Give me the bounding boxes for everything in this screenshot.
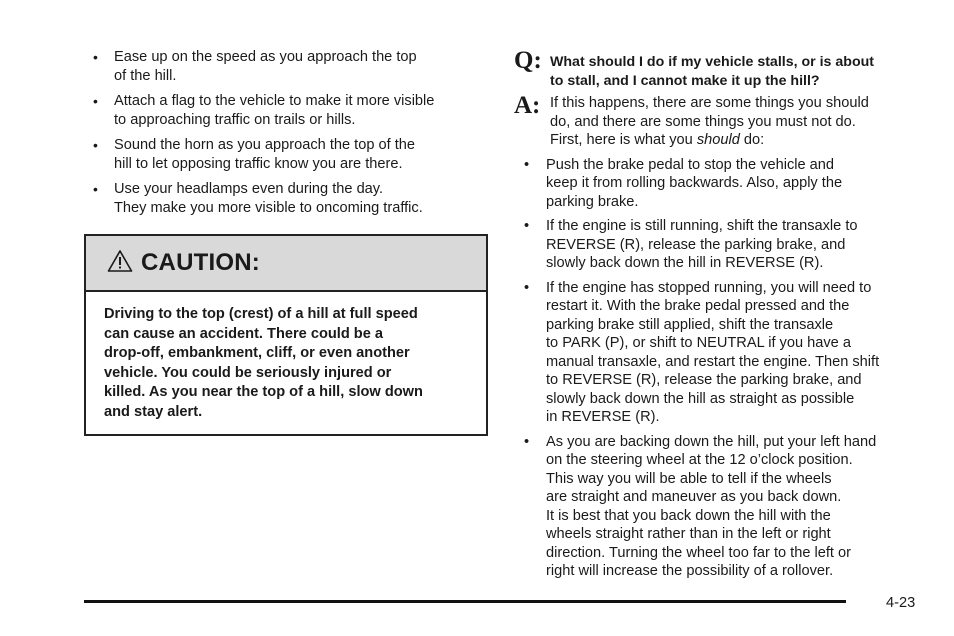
- warning-triangle-icon: [107, 249, 133, 273]
- caution-header: [86, 236, 486, 292]
- question-mark-label: Q:: [514, 47, 542, 74]
- bullet-item: • If the engine has stopped running, you will need to restart it. With the brake pedal pressed and the parking brake still applied, shift the transaxle to PARK (P), or shift to NEUTRAL if you have a manual transaxle, and restart the engine. Then shift to REVERSE (R), release the parking brake, and slowly back down the hill as straight as possible in REVERSE (R).: [524, 279, 880, 425]
- emphasis-should: should: [696, 132, 740, 148]
- bullet-item: • Use your headlamps even during the day. They make you more visible to oncoming traffic.: [93, 181, 423, 216]
- bullet-item: • If the engine is still running, shift the transaxle to REVERSE (R), release the parking brake, and slowly back down the hill in REVERSE (R).: [524, 218, 858, 271]
- question-text: What should I do if my vehicle stalls, or is about to stall, and I cannot make it up the hill?: [550, 54, 874, 89]
- bullet-icon: •: [93, 137, 98, 153]
- bullet-icon: •: [93, 93, 98, 109]
- caution-text: Driving to the top (crest) of a hill at full speed can cause an accident. There could be a drop-off, embankment, cliff, or even another vehicle. You could be seriously injured or killed. As you near the top of a hill, slow down and stay alert.: [104, 306, 423, 420]
- bullet-icon: •: [524, 433, 530, 450]
- right-column: [514, 48, 924, 587]
- answer-text: If this happens, there are some things you should do, and there are some things you must not do. First, here is what you should do:: [550, 95, 869, 148]
- bullet-icon: •: [93, 49, 98, 65]
- bullet-item: • Sound the horn as you approach the top of the hill to let opposing traffic know you are there.: [93, 137, 416, 172]
- bullet-item: • Push the brake pedal to stop the vehicle and keep it from rolling backwards. Also, apply the parking brake.: [524, 156, 843, 210]
- bullet-item: • Ease up on the speed as you approach the top of the hill.: [93, 49, 417, 84]
- answer-mark-label: A:: [514, 92, 541, 119]
- caution-box: [84, 234, 488, 436]
- bullet-icon: •: [524, 218, 530, 234]
- bullet-item: • As you are backing down the hill, put your left hand on the steering wheel at the 12 o’clock position. This way you will be able to tell if the wheels are straight and maneuver as you back down. It is best that you back down the hill with the wheels straight rather than in the left or right direction. Turning the wheel too far to the left or right will increase the possibility of a rollover.: [524, 433, 877, 579]
- answer-steps: [514, 156, 924, 581]
- question-block: [514, 48, 924, 91]
- footer-rule: [84, 600, 846, 603]
- caution-title: CAUTION:: [141, 249, 260, 276]
- left-column: [90, 48, 485, 224]
- answer-block: [514, 93, 924, 150]
- bullet-icon: •: [524, 156, 530, 173]
- page-number: 4-23: [886, 595, 916, 611]
- bullet-icon: •: [524, 279, 530, 296]
- bullet-icon: •: [93, 181, 98, 197]
- bullet-item: • Attach a flag to the vehicle to make it more visible to approaching traffic on trails or hills.: [93, 93, 435, 128]
